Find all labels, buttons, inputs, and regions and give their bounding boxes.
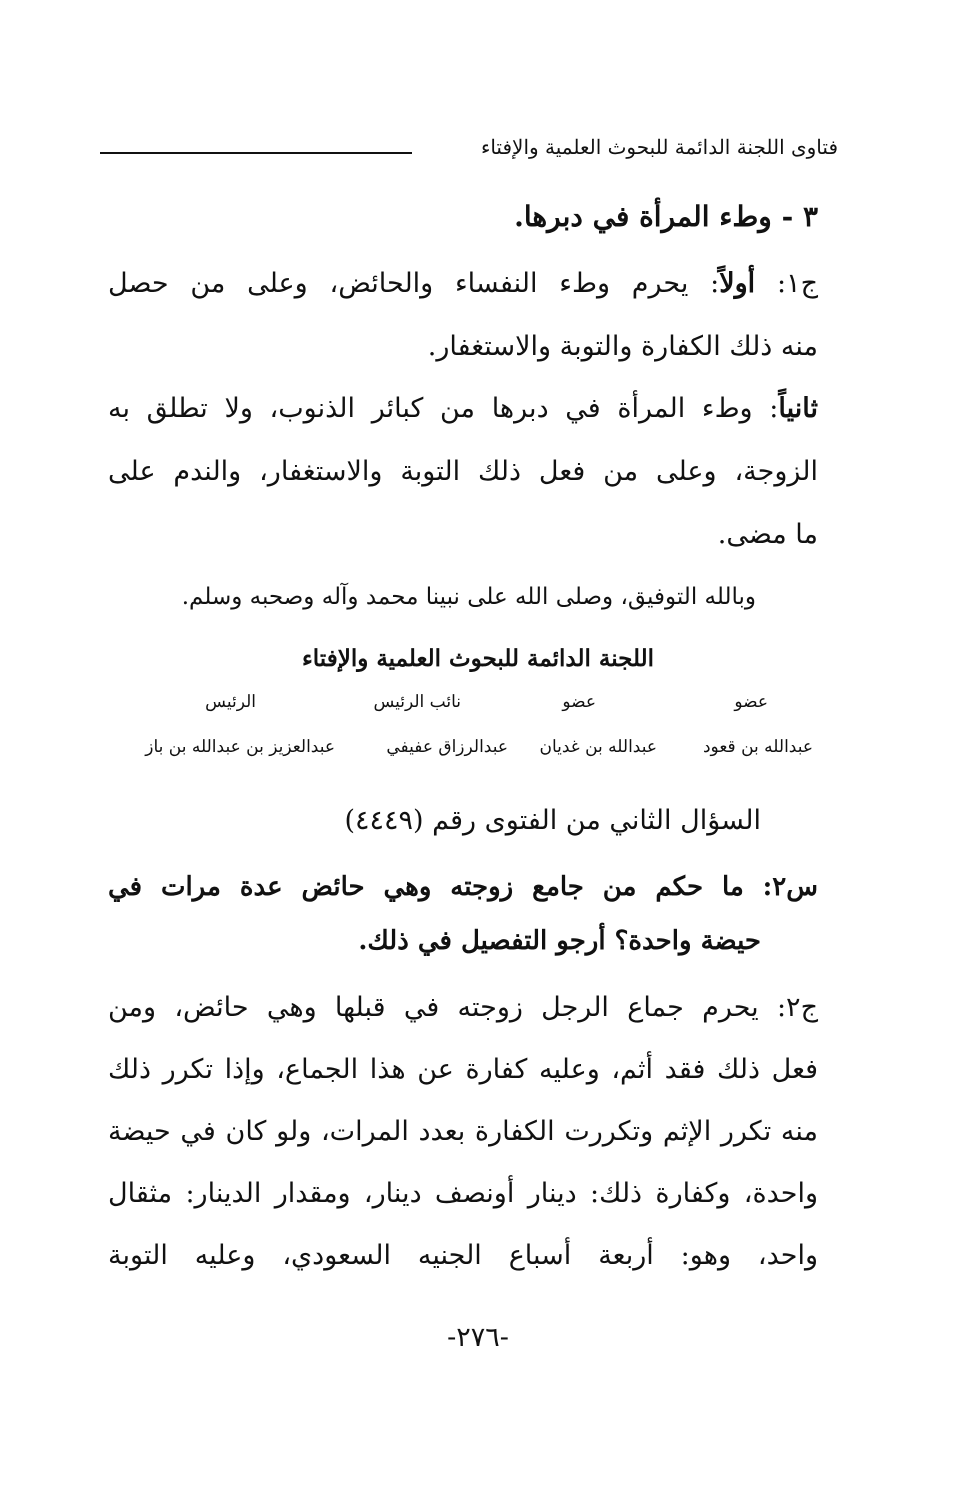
signatory-names — [113, 737, 813, 761]
header-rule — [100, 152, 412, 154]
signatory-role-4: الرئيس — [205, 692, 256, 712]
signatory-role-2: عضو — [562, 692, 596, 712]
answer1-second-label: ثانياً — [778, 393, 818, 424]
answer1-line2: منه ذلك الكفارة والتوبة والاستغفار. — [427, 331, 818, 362]
signatory-roles — [118, 692, 818, 716]
signatory-role-1: عضو — [734, 692, 768, 712]
answer2-line5: واحد، وهو: أربعة أسباع الجنيه السعودي، وعليه التوبة — [108, 1240, 818, 1271]
question2-line1: س٢: ما حكم من جامع زوجته وهي حائض عدة مرات في — [108, 872, 818, 902]
answer1-first-label: أولاً — [719, 268, 756, 299]
signatory-name-1: عبدالله بن قعود — [702, 737, 813, 757]
signatory-name-2: عبدالله بن غديان — [539, 737, 657, 757]
answer2-line4: واحدة، وكفارة ذلك: دينار أونصف دينار، ومقدار الدينار: مثقال — [108, 1178, 818, 1209]
committee-name: اللجنة الدائمة للبحوث العلمية والإفتاء — [301, 645, 655, 672]
running-header — [100, 132, 838, 162]
answer2-line1: ج٢: يحرم جماع الرجل زوجته في قبلها وهي حائض، ومن — [108, 992, 818, 1023]
page-number: -٢٧٦- — [447, 1322, 509, 1353]
answer1-line1 — [108, 270, 818, 297]
section-title: ٣ - وطء المرأة في دبرها. — [514, 200, 818, 233]
signatory-role-3: نائب الرئيس — [373, 692, 461, 712]
answer1-line1-rest: : يحرم وطء النفساء والحائض، وعلى من حصل — [108, 268, 720, 299]
signatory-name-4: عبدالعزيز بن عبدالله بن باز — [145, 737, 335, 757]
header-title: فتاوى اللجنة الدائمة للبحوث العلمية والإفتاء — [480, 135, 838, 159]
signatory-name-3: عبدالرزاق عفيفي — [386, 737, 508, 757]
closing-formula: وبالله التوفيق، وصلى الله على نبينا محمد وآله وصحبه وسلم. — [181, 584, 756, 610]
answer1-line5: ما مضى. — [717, 519, 818, 550]
fatwa-reference: السؤال الثاني من الفتوى رقم (٤٤٤٩) — [344, 805, 761, 836]
answer1-line3-rest: : وطء المرأة في دبرها من كبائر الذنوب، ولا تطلق به — [108, 393, 779, 424]
answer2-line3: منه تكرر الإثم وتكررت الكفارة بعدد المرات، ولو كان في حيضة — [108, 1116, 818, 1147]
answer2-line2: فعل ذلك فقد أثم، وعليه كفارة عن هذا الجماع، وإذا تكرر ذلك — [108, 1054, 818, 1085]
question2-line2: حيضة واحدة؟ أرجو التفصيل في ذلك. — [358, 926, 761, 956]
answer1-prefix: ج١: — [755, 268, 818, 299]
answer1-line4: الزوجة، وعلى من فعل ذلك التوبة والاستغفار، والندم على — [108, 456, 818, 487]
answer1-line3 — [108, 395, 818, 422]
